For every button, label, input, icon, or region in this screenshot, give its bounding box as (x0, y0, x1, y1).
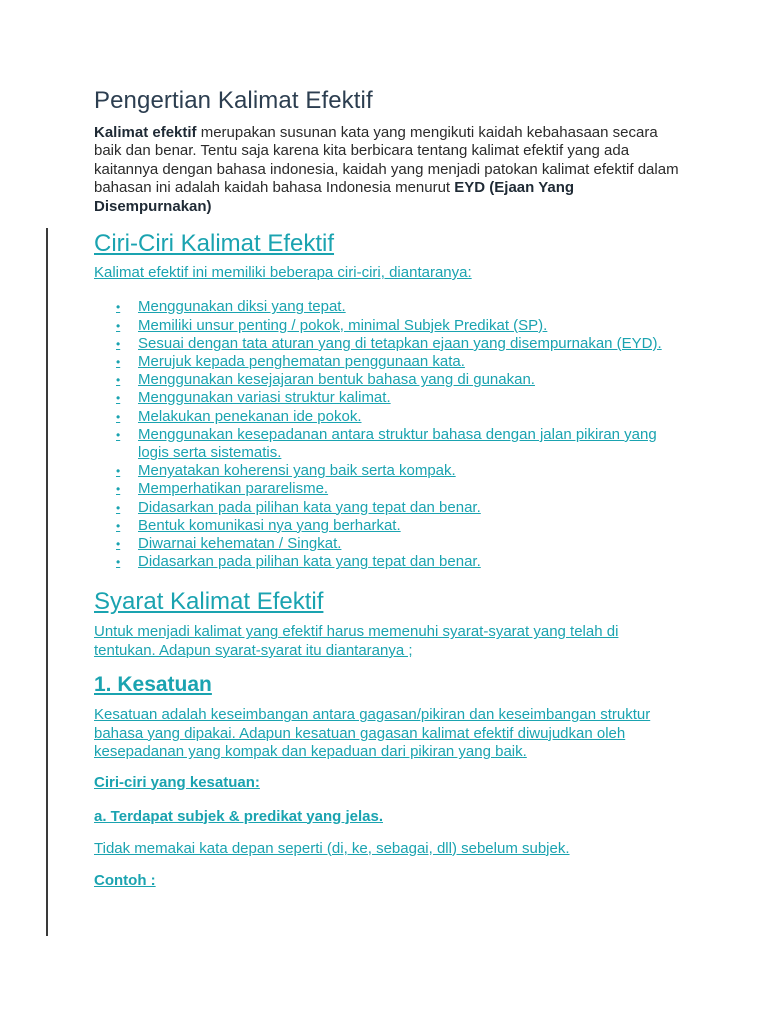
ciri-list-item-text: Menggunakan diksi yang tepat. (138, 298, 346, 316)
document-content (94, 84, 684, 890)
margin-bar (46, 228, 48, 936)
ciri-list-item-text: Menyatakan koherensi yang baik serta kompak. (138, 462, 456, 480)
intro-eyd: EYD (Ejaan Yang Disempurnakan) (94, 179, 575, 215)
intro-paragraph (94, 124, 684, 216)
intro-bold-term: Kalimat efektif (94, 124, 197, 141)
bullet-icon: • (116, 300, 121, 315)
ciri-list (94, 298, 684, 571)
bullet-icon: • (116, 373, 121, 388)
ciri-list-item-text: Didasarkan pada pilihan kata yang tepat dan benar. (138, 553, 481, 571)
ciri-list-item-text: Menggunakan kesejajaran bentuk bahasa yang di gunakan. (138, 371, 535, 389)
ciri-list-item[interactable] (94, 462, 684, 480)
intro-text: merupakan susunan kata yang mengikuti kaidah kebahasaan secara baik dan benar. Tentu saja karena kita berbicara tentang kalimat efektif yang ada kaitannya dengan bahasa indonesia, kaidah yang menjadi patokan kalimat efektif dalam bahasan ini adalah kaidah bahasa Indonesia menurut (94, 124, 679, 197)
ciri-list-item[interactable] (94, 389, 684, 407)
ciri-list-item-text: Melakukan penekanan ide pokok. (138, 407, 362, 425)
bullet-icon: • (116, 518, 121, 533)
ciri-list-item[interactable] (94, 317, 684, 335)
ciri-list-item-text: Bentuk komunikasi nya yang berharkat. (138, 516, 401, 534)
ciri-list-item[interactable] (94, 535, 684, 553)
syarat-lead[interactable]: Untuk menjadi kalimat yang efektif harus memenuhi syarat-syarat yang telah di tentukan. Adapun syarat-syarat itu diantaranya ; (94, 623, 619, 659)
ciri-list-item-text: Memiliki unsur penting / pokok, minimal Subjek Predikat (SP). (138, 316, 548, 334)
ciri-list-item[interactable] (94, 426, 684, 462)
ciri-list-item[interactable] (94, 335, 684, 353)
ciri-list-item[interactable] (94, 499, 684, 517)
bullet-icon: • (116, 482, 121, 497)
bullet-icon: • (116, 336, 121, 351)
point-a-heading[interactable]: a. Terdapat subjek & predikat yang jelas. (94, 807, 383, 825)
ciri-list-item[interactable] (94, 371, 684, 389)
ciri-list-item-text: Merujuk kepada penghematan penggunaan kata. (138, 353, 465, 371)
ciri-list-item-text: Menggunakan kesepadanan antara struktur bahasa dengan jalan pikiran yang logis serta sistematis. (138, 425, 657, 462)
kesatuan-paragraph[interactable]: Kesatuan adalah keseimbangan antara gagasan/pikiran dan keseimbangan struktur bahasa yang dipakai. Adapun kesatuan gagasan kalimat efektif diwujudkan oleh kesepadanan yang kompak dan kepaduan dari pikiran yang baik. (94, 706, 651, 761)
bullet-icon: • (116, 391, 121, 406)
subheading-kesatuan[interactable]: 1. Kesatuan (94, 673, 212, 697)
bullet-icon: • (116, 409, 121, 424)
ciri-list-item-text: Diwarnai kehematan / Singkat. (138, 535, 342, 553)
page-title: Pengertian Kalimat Efektif (94, 87, 373, 114)
ciri-lead[interactable]: Kalimat efektif ini memiliki beberapa ciri-ciri, diantaranya: (94, 264, 472, 282)
ciri-list-item-text: Didasarkan pada pilihan kata yang tepat dan benar. (138, 498, 481, 516)
contoh-label[interactable]: Contoh : (94, 871, 156, 889)
ciri-list-item-text: Memperhatikan pararelisme. (138, 480, 329, 498)
ciri-list-item[interactable] (94, 480, 684, 498)
bullet-icon: • (116, 464, 121, 479)
ciri-list-item[interactable] (94, 353, 684, 371)
bullet-icon: • (116, 555, 121, 570)
bullet-icon: • (116, 318, 121, 333)
ciri-list-item-text: Sesuai dengan tata aturan yang di tetapkan ejaan yang disempurnakan (EYD). (138, 334, 662, 352)
ciri-list-item[interactable] (94, 298, 684, 316)
section-heading-syarat[interactable]: Syarat Kalimat Efektif (94, 588, 324, 616)
section-heading-ciri[interactable]: Ciri-Ciri Kalimat Efektif (94, 230, 335, 258)
point-a-text[interactable]: Tidak memakai kata depan seperti (di, ke, sebagai, dll) sebelum subjek. (94, 839, 570, 857)
ciri-list-item-text: Menggunakan variasi struktur kalimat. (138, 389, 391, 407)
bullet-icon: • (116, 427, 121, 442)
ciri-kesatuan-label[interactable]: Ciri-ciri yang kesatuan: (94, 773, 260, 791)
ciri-list-item[interactable] (94, 408, 684, 426)
ciri-list-item[interactable] (94, 517, 684, 535)
bullet-icon: • (116, 500, 121, 515)
bullet-icon: • (116, 355, 121, 370)
bullet-icon: • (116, 537, 121, 552)
ciri-list-item[interactable] (94, 553, 684, 571)
